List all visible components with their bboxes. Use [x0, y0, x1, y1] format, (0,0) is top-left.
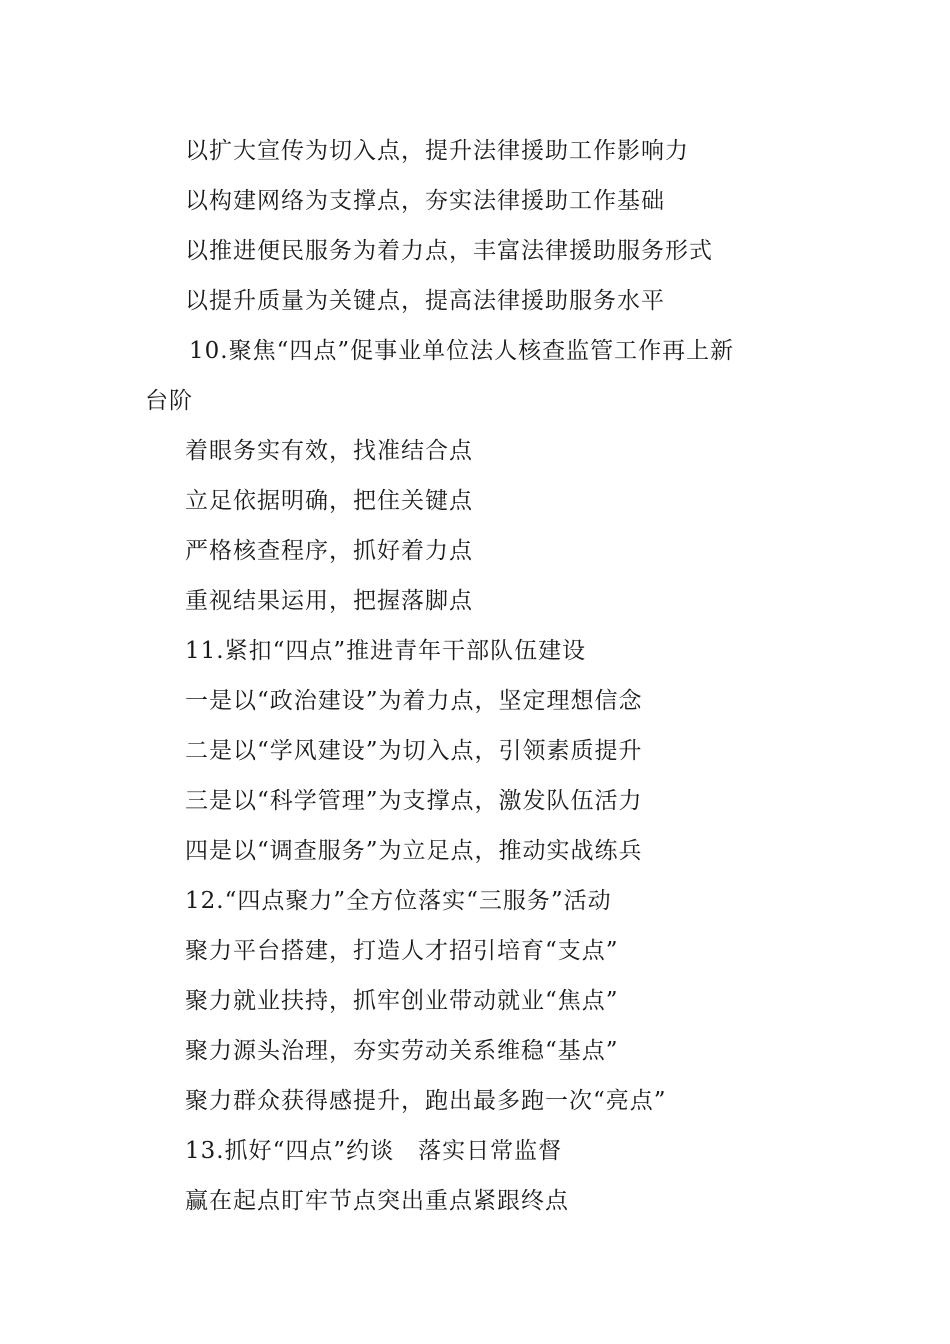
text-line: 立足依据明确，把住关键点	[185, 488, 473, 514]
text-line: 一是以“政治建设”为着力点，坚定理想信念	[185, 688, 643, 714]
text-line: 以扩大宣传为切入点，提升法律援助工作影响力	[185, 138, 689, 164]
section-heading-13: 13.抓好“四点”约谈 落实日常监督	[185, 1138, 563, 1164]
text-line: 严格核查程序，抓好着力点	[185, 538, 473, 564]
text-line: 聚力群众获得感提升，跑出最多跑一次“亮点”	[185, 1088, 667, 1114]
text-line: 二是以“学风建设”为切入点，引领素质提升	[185, 738, 643, 764]
text-line: 赢在起点盯牢节点突出重点紧跟终点	[185, 1188, 569, 1214]
text-line: 以推进便民服务为着力点，丰富法律援助服务形式	[185, 238, 713, 264]
section-heading-10-continued: 台阶	[145, 388, 193, 414]
text-line: 重视结果运用，把握落脚点	[185, 588, 473, 614]
text-line: 聚力源头治理，夯实劳动关系维稳“基点”	[185, 1038, 619, 1064]
text-line: 以提升质量为关键点，提高法律援助服务水平	[185, 288, 665, 314]
text-line: 聚力平台搭建，打造人才招引培育“支点”	[185, 938, 619, 964]
text-line: 三是以“科学管理”为支撑点，激发队伍活力	[185, 788, 643, 814]
text-line: 以构建网络为支撑点，夯实法律援助工作基础	[185, 188, 665, 214]
text-line: 着眼务实有效，找准结合点	[185, 438, 473, 464]
text-line: 聚力就业扶持，抓牢创业带动就业“焦点”	[185, 988, 619, 1014]
text-line: 四是以“调查服务”为立足点，推动实战练兵	[185, 838, 643, 864]
section-heading-12: 12.“四点聚力”全方位落实“三服务”活动	[185, 888, 612, 914]
section-heading-10: 10.聚焦“四点”促事业单位法人核查监管工作再上新	[189, 338, 735, 364]
document-body	[145, 126, 825, 1226]
section-heading-11: 11.紧扣“四点”推进青年干部队伍建设	[185, 638, 587, 664]
